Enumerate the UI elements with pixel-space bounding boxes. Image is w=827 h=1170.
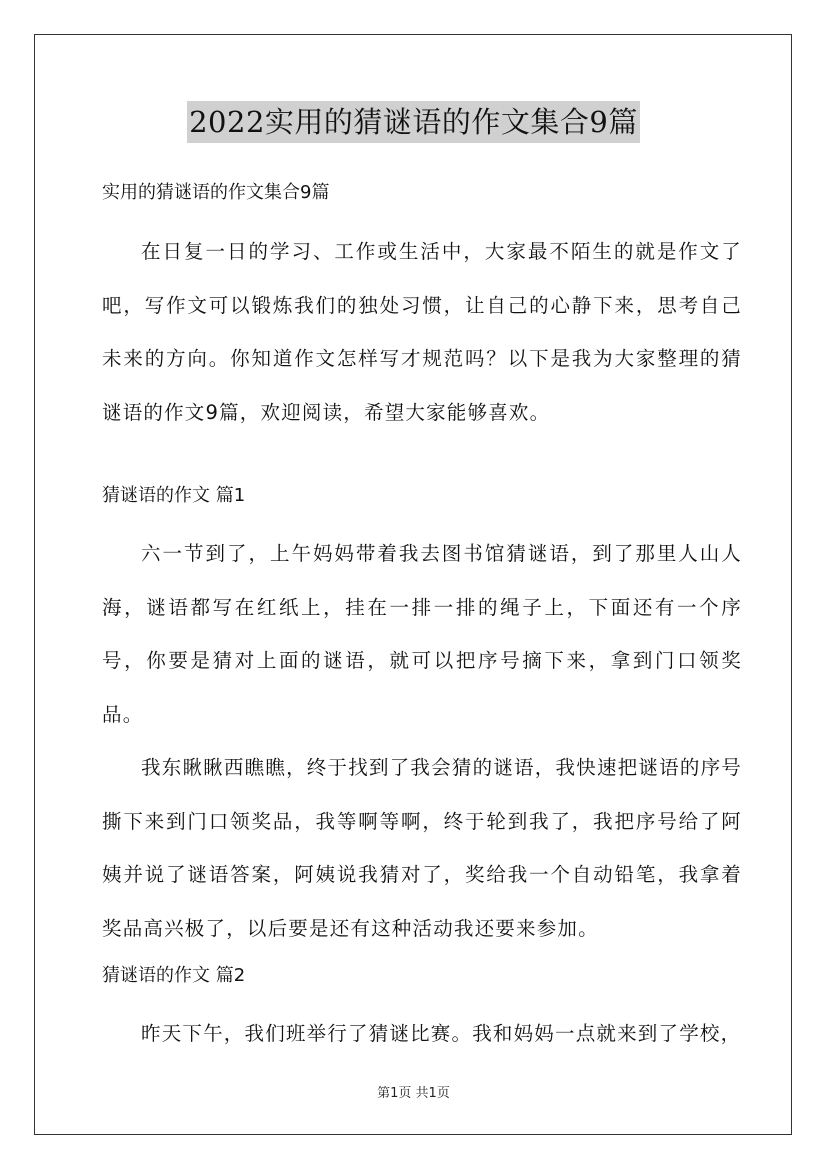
section-1-paragraph-2: 我东瞅瞅西瞧瞧，终于找到了我会猜的谜语，我快速把谜语的序号撕下来到门口领奖品，我等啊等啊，终于轮到我了，我把序号给了阿姨并说了谜语答案，阿姨说我猜对了，奖给我一个自动铅笔，我拿着奖品高兴极了，以后要是还有这种活动我还要来参加。	[102, 756, 742, 940]
intro-paragraph: 在日复一日的学习、工作或生活中，大家最不陌生的就是作文了吧，写作文可以锻炼我们的独处习惯，让自己的心静下来，思考自己未来的方向。你知道作文怎样写才规范吗？以下是我为大家整理的猜谜语的作文9篇，欢迎阅读，希望大家能够喜欢。	[102, 240, 742, 424]
section-heading-1: 猜谜语的作文 篇1	[102, 485, 246, 506]
page-footer: 第1页 共1页	[377, 1086, 450, 1101]
section-1-paragraph-1: 六一节到了，上午妈妈带着我去图书馆猜谜语，到了那里人山人海，谜语都写在红纸上，挂在一排一排的绳子上，下面还有一个序号，你要是猜对上面的谜语，就可以把序号摘下来，拿到门口领奖品。	[102, 542, 742, 726]
section-heading-2: 猜谜语的作文 篇2	[102, 965, 246, 986]
title-wrap	[0, 101, 827, 143]
document-body	[102, 176, 742, 1061]
spacer	[102, 439, 742, 459]
section-2-paragraph-1: 昨天下午，我们班举行了猜谜比赛。我和妈妈一点就来到了学校，	[141, 1022, 742, 1045]
document-title: 2022实用的猜谜语的作文集合9篇	[187, 101, 640, 143]
document-subtitle: 实用的猜谜语的作文集合9篇	[102, 182, 330, 203]
